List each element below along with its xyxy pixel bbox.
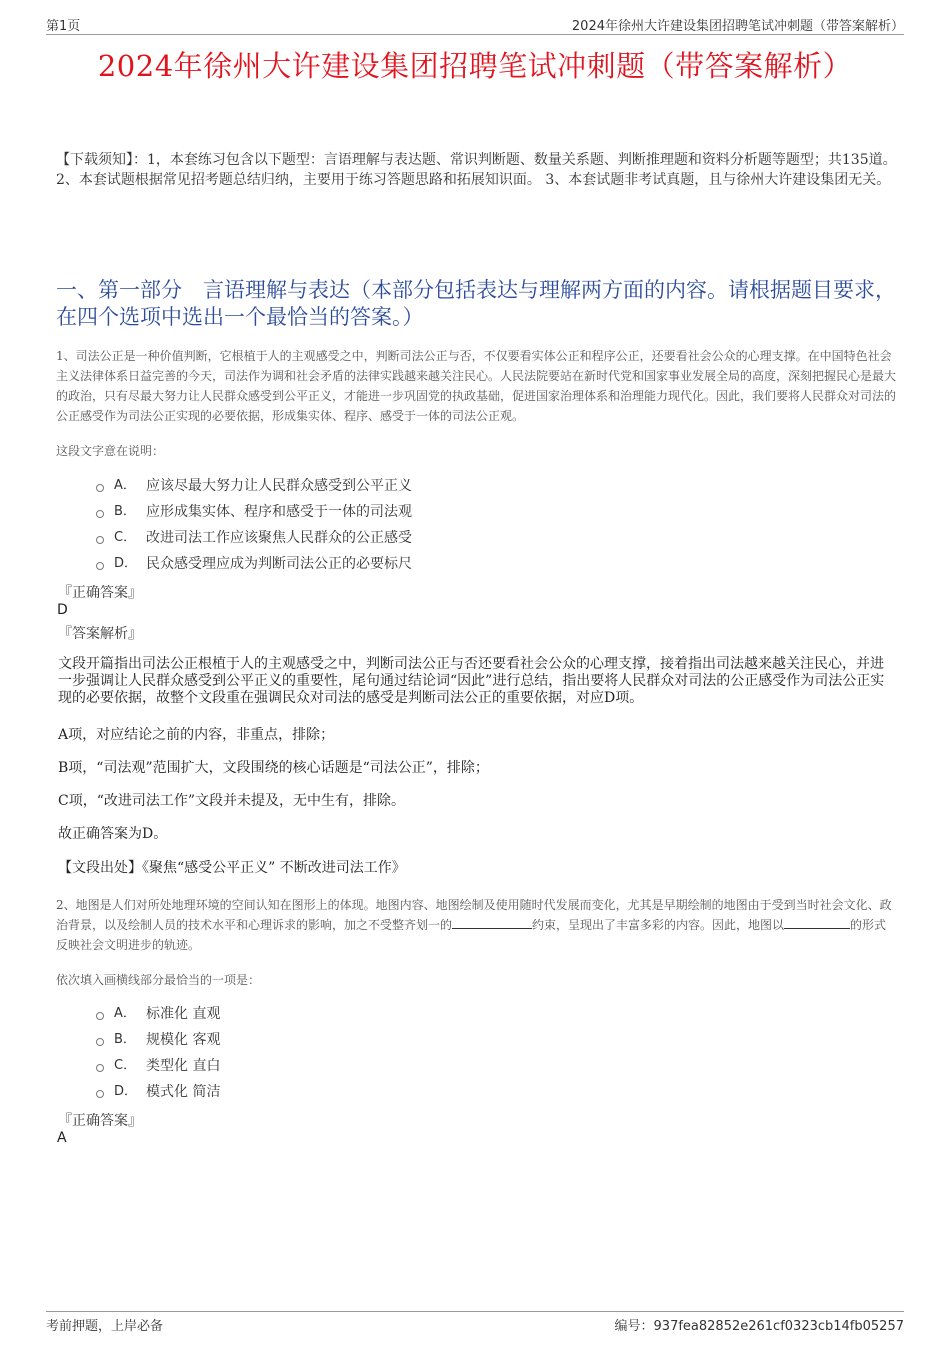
document-title: 2024年徐州大许建设集团招聘笔试冲刺题（带答案解析） (97, 49, 853, 83)
question-1-conclusion: 故正确答案为D。 (58, 826, 168, 842)
question-1-analysis-a: A项，对应结论之前的内容，非重点，排除； (58, 727, 335, 743)
page-number: 第1页 (46, 19, 81, 34)
footer-serial-number: 编号：937fea82852e261cf0323cb14fb05257 (614, 1319, 904, 1334)
question-1-option-a[interactable]: A． 应该尽最大努力让人民群众感受到公平正义 (96, 473, 412, 499)
question-1-analysis-main: 文段开篇指出司法公正根植于人的主观感受之中，判断司法公正与否还要看社会公众的心理支撑，接着指出司法越来越关注民心，并进一步强调让人民群众感受到公平正义的重要性，尾句通过结论词“因此”进行总结，指出要将人民群众对司法的公正感受作为司法公正实现的必要依据，故整个文段重在强调民众对司法的感受是判断司法公正的重要依据，对应D项。 (58, 656, 885, 706)
page-header (46, 14, 904, 35)
radio-icon[interactable] (96, 536, 104, 544)
question-1-option-b[interactable]: B． 应形成集实体、程序和感受于一体的司法观 (96, 499, 412, 525)
question-1-prompt: 这段文字意在说明： (56, 444, 165, 458)
question-2-options (96, 1001, 220, 1105)
footer-slogan: 考前押题，上岸必备 (46, 1319, 164, 1334)
radio-icon[interactable] (96, 1090, 104, 1098)
question-2-option-a[interactable]: A． 标准化 直观 (96, 1001, 220, 1027)
header-doc-name: 2024年徐州大许建设集团招聘笔试冲刺题（带答案解析） (571, 19, 904, 34)
radio-icon[interactable] (96, 510, 104, 518)
question-2-answer: A (57, 1130, 67, 1146)
section-title: 一、第一部分 言语理解与表达（本部分包括表达与理解两方面的内容。请根据题目要求，在四个选项中选出一个最恰当的答案。） (56, 278, 896, 329)
question-1-option-d[interactable]: D． 民众感受理应成为判断司法公正的必要标尺 (96, 551, 412, 577)
question-2-option-b[interactable]: B． 规模化 客观 (96, 1027, 220, 1053)
download-notice: 【下载须知】：1，本套练习包含以下题型：言语理解与表达题、常识判断题、数量关系题、判断推理题和资料分析题等题型；共135道。 2、本套试题根据常见招考题总结归纳，主要用于练习答题思路和拓展知识面。 3、本套试题非考试真题，且与徐州大许建设集团无关。 (56, 152, 897, 188)
radio-icon[interactable] (96, 562, 104, 570)
question-2-text: 2、地图是人们对所处地理环境的空间认知在图形上的体现。地图内容、地图绘制及使用随时代发展而变化，尤其是早期绘制的地图由于受到当时社会文化、政治背景，以及绘制人员的技术水平和心理诉求的影响，加之不受整齐划一的 约束，呈现出了丰富多彩的内容。因此，地图以 的形式反映社会文明进步的轨迹。 (56, 898, 892, 952)
question-1-analysis-b: B项，“司法观”范围扩大，文段围绕的核心话题是“司法公正”，排除； (58, 760, 489, 776)
answer-blank-2 (784, 916, 850, 929)
radio-icon[interactable] (96, 484, 104, 492)
question-1-option-c[interactable]: C． 改进司法工作应该聚焦人民群众的公正感受 (96, 525, 412, 551)
question-2-option-c[interactable]: C． 类型化 直白 (96, 1053, 220, 1079)
question-1-answer: D (57, 602, 68, 618)
question-1-source: 【文段出处】《聚焦“感受公平正义” 不断改进司法工作》 (58, 860, 406, 876)
page-footer (46, 1311, 904, 1332)
question-1-answer-label: 『正确答案』 (58, 585, 142, 601)
question-2-option-d[interactable]: D． 模式化 简洁 (96, 1079, 220, 1105)
question-1-analysis-c: C项，“改进司法工作”文段并未提及，无中生有，排除。 (58, 793, 406, 809)
radio-icon[interactable] (96, 1038, 104, 1046)
answer-blank-1 (452, 916, 532, 929)
radio-icon[interactable] (96, 1012, 104, 1020)
question-1-analysis-label: 『答案解析』 (58, 626, 142, 642)
question-2-prompt: 依次填入画横线部分最恰当的一项是： (56, 973, 261, 987)
radio-icon[interactable] (96, 1064, 104, 1072)
question-1-options (96, 473, 412, 577)
question-2-answer-label: 『正确答案』 (58, 1113, 142, 1129)
question-1-text: 1、司法公正是一种价值判断，它根植于人的主观感受之中，判断司法公正与否，不仅要看实体公正和程序公正，还要看社会公众的心理支撑。在中国特色社会主义法律体系日益完善的今天，司法作为调和社会矛盾的法律实践越来越关注民心。人民法院要站在新时代党和国家事业发展全局的高度，深刻把握民心是最大的政治，只有尽最大努力让人民群众感受到公平正义，才能进一步巩固党的执政基础，促进国家治理体系和治理能力现代化。因此，我们要将人民群众对司法的公正感受作为司法公正实现的必要依据，形成集实体、程序、感受于一体的司法公正观。 (56, 349, 897, 423)
